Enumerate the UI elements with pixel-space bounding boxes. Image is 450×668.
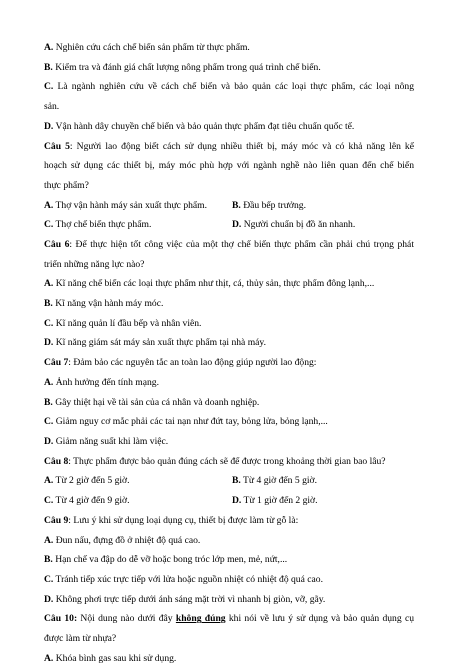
q4-option-c-cont: sản. xyxy=(44,101,60,113)
option-label: C. xyxy=(44,81,54,93)
option-label: C. xyxy=(44,573,54,585)
question-text: : Để thực hiện tốt công việc của một thợ chế biến thực phẩm cần phải chú trọng phát xyxy=(69,238,414,250)
question-text-after: khi nói về lưu ý sử dụng và bảo quản dụng cụ xyxy=(225,613,414,625)
q5-stem-cont2: thực phẩm? xyxy=(44,179,89,191)
option-label: D. xyxy=(44,337,54,349)
option-text: Kĩ năng chế biến các loại thực phẩm như thịt, cá, thủy sản, thực phẩm đông lạnh,... xyxy=(53,278,375,290)
q8-options-row-1 xyxy=(44,471,414,491)
q6-stem xyxy=(44,235,414,255)
option-text: Thợ chế biến thực phẩm. xyxy=(53,219,152,231)
question-text: : Người lao động biết cách sử dụng nhiều thiết bị, máy móc và có khả năng lên kế xyxy=(69,140,414,152)
q6-option-a xyxy=(44,274,414,294)
option-label: A. xyxy=(44,42,54,53)
option-label: D. xyxy=(44,120,54,132)
q5-option-b xyxy=(232,196,414,216)
option-text: Gây thiệt hại về tài sản của cá nhân và doanh nghiệp. xyxy=(52,396,260,408)
option-label: B. xyxy=(232,199,241,211)
document-page xyxy=(44,38,414,668)
q4-option-d xyxy=(44,117,414,137)
option-text: Vận hành dây chuyền chế biến và bảo quản thực phẩm đạt tiêu chuẩn quốc tế. xyxy=(53,120,355,132)
question-text: : Đảm bảo các nguyên tắc an toàn lao động giúp người lao động: xyxy=(68,357,317,369)
emphasis-text: không đúng xyxy=(175,613,226,625)
option-text: Từ 4 giờ đến 9 giờ. xyxy=(53,495,130,507)
option-text: Đun nấu, đựng đồ ở nhiệt độ quá cao. xyxy=(53,534,201,546)
q9-option-d xyxy=(44,590,414,610)
option-label: C. xyxy=(44,219,54,231)
question-label: Câu 7 xyxy=(44,357,69,369)
option-text: Đầu bếp trưởng. xyxy=(240,199,306,211)
q7-option-d xyxy=(44,432,414,452)
option-text: Kĩ năng giám sát máy sản xuất thực phẩm tại nhà máy. xyxy=(53,337,266,349)
option-text: Kĩ năng quản lí đầu bếp và nhân viên. xyxy=(53,317,202,329)
q10-stem-cont: được làm từ nhựa? xyxy=(44,633,117,645)
option-label: D. xyxy=(232,495,242,507)
q7-option-c xyxy=(44,412,414,432)
q7-option-b xyxy=(44,393,414,413)
q6-stem-cont: triển những năng lực nào? xyxy=(44,258,145,270)
option-label: A. xyxy=(44,278,54,290)
q6-option-d xyxy=(44,333,414,353)
option-text: Người chuẩn bị đồ ăn nhanh. xyxy=(241,219,356,231)
option-text: Thợ vận hành máy sản xuất thực phẩm. xyxy=(53,199,208,211)
question-label: Câu 9 xyxy=(44,514,69,526)
q5-option-d xyxy=(232,215,414,235)
option-label: A. xyxy=(44,534,54,546)
question-text: : Thực phẩm được bảo quản đúng cách sẽ để được trong khoảng thời gian bao lâu? xyxy=(68,455,386,467)
option-label: B. xyxy=(44,298,53,310)
q8-option-d xyxy=(232,491,414,511)
question-text: : Lưu ý khi sử dụng loại dụng cụ, thiết bị được làm từ gỗ là: xyxy=(68,514,299,526)
q9-stem xyxy=(44,511,414,531)
q4-option-a xyxy=(44,38,414,58)
q10-option-a xyxy=(44,649,414,668)
option-label: C. xyxy=(44,317,54,329)
q8-options-row-2 xyxy=(44,491,414,511)
q9-option-b xyxy=(44,550,414,570)
option-text: Không phơi trực tiếp dưới ánh sáng mặt trời vì nhanh bị giòn, vỡ, gãy. xyxy=(53,593,326,605)
option-text: Từ 1 giờ đến 2 giờ. xyxy=(241,495,318,507)
question-label: Câu 6 xyxy=(44,238,70,250)
q5-option-c xyxy=(44,215,232,235)
q7-stem xyxy=(44,353,414,373)
q8-option-c xyxy=(44,491,232,511)
option-text: Khóa bình gas sau khi sử dụng. xyxy=(53,652,177,664)
option-text: Hạn chế va đập do dễ vỡ hoặc bong tróc lớp men, mẻ, nứt,... xyxy=(52,554,288,566)
q9-option-a xyxy=(44,531,414,551)
option-text: Nghiên cứu cách chế biến sản phẩm từ thực phẩm. xyxy=(53,42,250,53)
q6-option-c xyxy=(44,314,414,334)
question-text: Nội dung nào dưới đây xyxy=(77,613,176,625)
q8-stem xyxy=(44,452,414,472)
q4-option-c xyxy=(44,77,414,97)
option-label: D. xyxy=(232,219,242,231)
q5-stem-cont: hoạch sử dụng các thiết bị, máy móc phù hợp với ngành nghề nào liên quan đến chế biến xyxy=(44,160,414,172)
q7-option-a xyxy=(44,373,414,393)
option-label: B. xyxy=(44,61,53,73)
option-text: Giảm năng suất khi làm việc. xyxy=(53,436,169,447)
q5-option-a xyxy=(44,196,232,216)
option-label: A. xyxy=(44,376,54,388)
option-label: D. xyxy=(44,436,54,447)
option-label: C. xyxy=(44,416,54,428)
option-label: B. xyxy=(44,554,53,566)
q9-option-c xyxy=(44,570,414,590)
option-text: Từ 4 giờ đến 5 giờ. xyxy=(240,475,318,487)
option-text: Ảnh hưởng đến tính mạng. xyxy=(53,376,159,388)
option-text: Từ 2 giờ đến 5 giờ. xyxy=(53,475,130,487)
option-label: D. xyxy=(44,593,54,605)
q6-option-b xyxy=(44,294,414,314)
option-label: B. xyxy=(44,396,53,408)
option-text: Giảm nguy cơ mắc phải các tai nạn như đứt tay, bỏng lửa, bỏng lạnh,... xyxy=(53,416,328,428)
question-label: Câu 10: xyxy=(44,613,78,625)
q8-option-b xyxy=(232,471,414,491)
question-label: Câu 5 xyxy=(44,140,70,152)
question-label: Câu 8 xyxy=(44,455,69,467)
q10-stem xyxy=(44,609,414,629)
option-text: Là ngành nghiên cứu về cách chế biến và bảo quản các loại thực phẩm, các loại nông xyxy=(53,81,414,93)
q4-option-b xyxy=(44,58,414,78)
q5-stem xyxy=(44,137,414,157)
option-text: Kiểm tra và đánh giá chất lượng nông phẩm trong quá trình chế biến. xyxy=(52,61,321,73)
option-label: B. xyxy=(232,475,241,487)
q8-option-a xyxy=(44,471,232,491)
option-text: Kĩ năng vận hành máy móc. xyxy=(52,298,164,310)
q5-options-row-1 xyxy=(44,196,414,216)
option-label: A. xyxy=(44,199,54,211)
option-label: A. xyxy=(44,652,54,664)
option-label: C. xyxy=(44,495,54,507)
option-label: A. xyxy=(44,475,54,487)
q5-options-row-2 xyxy=(44,215,414,235)
option-text: Tránh tiếp xúc trực tiếp với lửa hoặc nguồn nhiệt có nhiệt độ quá cao. xyxy=(53,573,323,585)
